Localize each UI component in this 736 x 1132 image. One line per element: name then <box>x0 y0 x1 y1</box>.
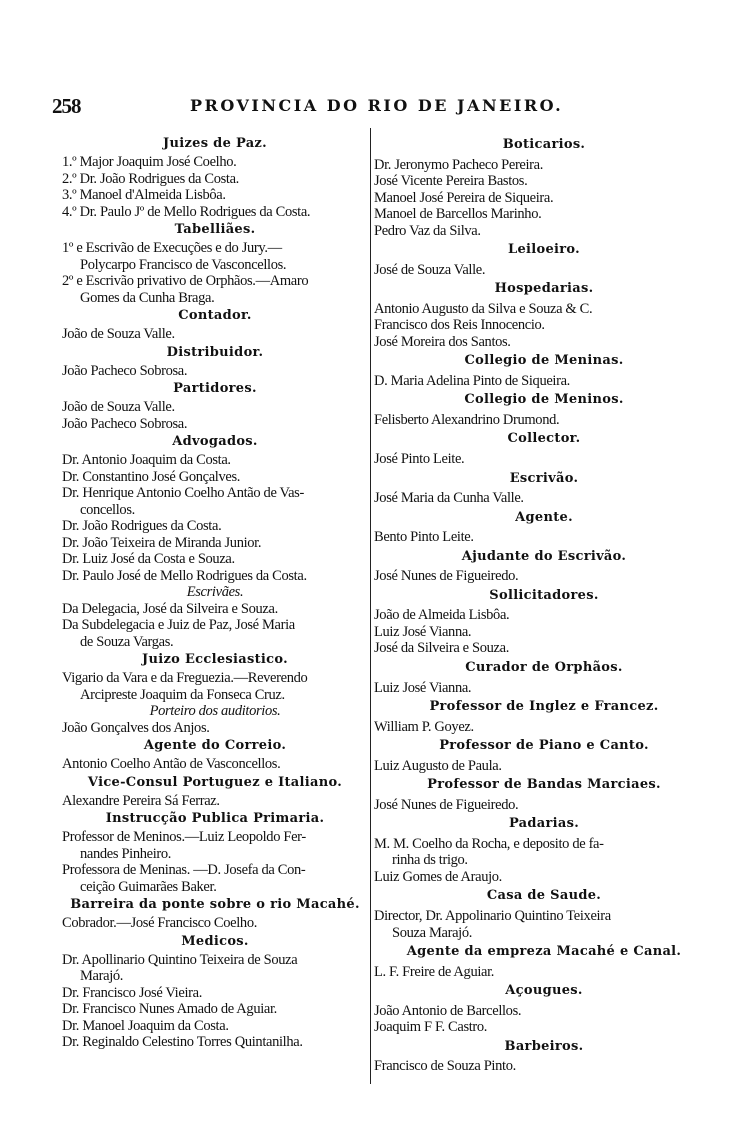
section-heading: Professor de Piano e Canto. <box>439 738 649 754</box>
entry-line: Professora de Meninas. —D. Josefa da Con- <box>62 862 306 878</box>
entry-line: Dr. Reginaldo Celestino Torres Quintanilha. <box>62 1034 303 1050</box>
entry-line: Polycarpo Francisco de Vasconcellos. <box>80 256 287 273</box>
entry-line: João de Souza Valle. <box>62 326 175 342</box>
entry-line: Dr. Paulo José de Mello Rodrigues da Costa. <box>62 567 307 584</box>
entry-line: José Vicente Pereira Bastos. <box>374 173 528 190</box>
section-heading: Agente. <box>515 509 573 525</box>
directory-section <box>374 389 714 428</box>
entry-line: Luiz Gomes de Araujo. <box>374 868 502 885</box>
section-heading: Professor de Bandas Marciaes. <box>427 777 661 793</box>
section-heading: Curador de Orphãos. <box>465 659 623 675</box>
directory-section <box>62 343 368 380</box>
entry-line: João Pacheco Sobrosa. <box>62 415 188 432</box>
section-heading: Sollicitadores. <box>489 587 599 603</box>
section-heading: Advogados. <box>172 434 258 449</box>
directory-section <box>374 980 714 1036</box>
entry-line: Dr. Henrique Antonio Coelho Antão de Vas- <box>62 485 304 501</box>
directory-section <box>62 736 368 773</box>
directory-section <box>374 546 714 585</box>
section-heading: Ajudante do Escrivão. <box>461 548 627 564</box>
entry-line: ceição Guimarães Baker. <box>80 878 217 895</box>
subheading: Escrivães. <box>186 584 244 600</box>
section-heading: Juizo Ecclesiastico. <box>142 652 288 667</box>
directory-section <box>62 306 368 343</box>
directory-section <box>374 696 714 735</box>
section-heading: Boticarios. <box>502 137 586 152</box>
entry-line: José Nunes de Figueiredo. <box>374 568 519 585</box>
entry-line: Pedro Vaz da Silva. <box>374 222 481 239</box>
entry-line: L. F. Freire de Aguiar. <box>374 963 495 980</box>
entry-line: Dr. Francisco Nunes Amado de Aguiar. <box>62 1001 277 1017</box>
entry-line: William P. Goyez. <box>374 718 474 735</box>
directory-section <box>62 773 368 810</box>
directory-section <box>374 585 714 657</box>
directory-section <box>62 134 368 220</box>
directory-section <box>374 1036 714 1075</box>
entry-line: 2.º Dr. João Rodrigues da Costa. <box>62 170 239 187</box>
entry-line: Antonio Augusto da Silva e Souza & C. <box>374 300 593 317</box>
entry-line: 1.º Major Joaquim José Coelho. <box>62 154 237 170</box>
directory-section <box>374 278 714 350</box>
directory-section <box>62 650 368 736</box>
entry-line: 1º e Escrivão de Execuções e do Jury.— <box>62 240 282 256</box>
entry-line: José Moreira dos Santos. <box>374 333 511 350</box>
entry-line: Souza Marajó. <box>392 924 473 941</box>
section-heading: Collector. <box>507 431 581 447</box>
entry-line: José Maria da Cunha Valle. <box>374 490 524 507</box>
entry-line: Luiz José Vianna. <box>374 623 472 640</box>
section-heading: Juizes de Paz. <box>163 136 267 151</box>
entry-line: D. Maria Adelina Pinto de Siqueira. <box>374 372 570 389</box>
section-heading: Barbeiros. <box>504 1038 584 1054</box>
directory-section <box>374 885 714 941</box>
section-heading: Distribuidor. <box>166 344 264 360</box>
subheading: Porteiro dos auditorios. <box>149 703 281 719</box>
section-heading: Vice-Consul Portuguez e Italiano. <box>87 774 343 790</box>
entry-line: nandes Pinheiro. <box>80 845 172 862</box>
entry-line: Da Subdelegacia e Juiz de Paz, José Maria <box>62 617 295 633</box>
running-head: PROVINCIA DO RIO DE JANEIRO. <box>190 96 564 115</box>
section-heading: Instrucção Publica Primaria. <box>105 811 325 826</box>
entry-line: Alexandre Pereira Sá Ferraz. <box>62 792 220 809</box>
entry-line: Joaquim F F. Castro. <box>374 1019 488 1036</box>
column-divider <box>370 128 371 1084</box>
page-number: 258 <box>52 94 81 118</box>
entry-line: João Gonçalves dos Anjos. <box>62 719 210 736</box>
directory-section <box>62 895 368 932</box>
entry-line: 4.º Dr. Paulo Jº de Mello Rodrigues da Costa. <box>62 203 311 220</box>
directory-section <box>374 468 714 507</box>
entry-line: Dr. Francisco José Vieira. <box>62 984 202 1001</box>
section-heading: Contador. <box>178 308 252 323</box>
entry-line: Luiz Augusto de Paula. <box>374 757 502 774</box>
entry-line: Antonio Coelho Antão de Vasconcellos. <box>62 756 281 772</box>
entry-line: 2º e Escrivão privativo de Orphãos.—Amaro <box>62 273 309 289</box>
entry-line: Bento Pinto Leite. <box>374 529 474 546</box>
section-heading: Medicos. <box>181 933 249 949</box>
entry-line: João Antonio de Barcellos. <box>374 1002 522 1019</box>
entry-line: José de Souza Valle. <box>374 261 486 278</box>
entry-line: Francisco de Souza Pinto. <box>374 1058 516 1075</box>
section-heading: Tabelliães. <box>174 222 256 237</box>
section-heading: Leiloeiro. <box>508 242 580 258</box>
directory-section <box>374 350 714 389</box>
directory-section <box>62 932 368 1051</box>
entry-line: Dr. João Teixeira de Miranda Junior. <box>62 534 262 551</box>
entry-line: José Pinto Leite. <box>374 451 465 468</box>
entry-line: concellos. <box>80 501 135 518</box>
entry-line: João de Souza Valle. <box>62 399 175 415</box>
entry-line: Cobrador.—José Francisco Coelho. <box>62 915 257 931</box>
section-heading: Collegio de Meninas. <box>464 353 624 369</box>
entry-line: Luiz José Vianna. <box>374 679 472 696</box>
left-column <box>62 134 368 1051</box>
entry-line: Dr. João Rodrigues da Costa. <box>62 518 222 534</box>
entry-line: José da Silveira e Souza. <box>374 640 510 657</box>
directory-section <box>374 239 714 278</box>
entry-line: 3.º Manoel d'Almeida Lisbôa. <box>62 187 226 203</box>
entry-line: Manoel José Pereira de Siqueira. <box>374 189 554 206</box>
entry-line: de Souza Vargas. <box>80 633 174 650</box>
right-column <box>374 134 714 1075</box>
section-heading: Hospedarias. <box>494 281 594 297</box>
entry-line: Marajó. <box>80 968 124 984</box>
directory-section <box>62 379 368 432</box>
section-heading: Agente da empreza Macahé e Canal. <box>406 944 682 959</box>
section-heading: Collegio de Meninos. <box>464 392 624 408</box>
directory-section <box>374 428 714 467</box>
entry-line: Vigario da Vara e da Freguezia.—Reverendo <box>62 670 308 686</box>
entry-line: João de Almeida Lisbôa. <box>374 607 510 624</box>
directory-section <box>374 735 714 774</box>
entry-line: Dr. Luiz José da Costa e Souza. <box>62 551 235 567</box>
entry-line: João Pacheco Sobrosa. <box>62 362 188 379</box>
directory-section <box>62 220 368 306</box>
entry-line: Felisberto Alexandrino Drumond. <box>374 411 560 428</box>
directory-section <box>374 507 714 546</box>
section-heading: Partidores. <box>173 381 257 396</box>
entry-line: Manoel de Barcellos Marinho. <box>374 206 542 223</box>
directory-section <box>374 657 714 696</box>
entry-line: Dr. Antonio Joaquim da Costa. <box>62 452 231 468</box>
section-heading: Padarias. <box>508 816 580 832</box>
directory-section <box>62 432 368 650</box>
entry-line: M. M. Coelho da Rocha, e deposito de fa- <box>374 835 604 852</box>
entry-line: Director, Dr. Appolinario Quintino Teixeira <box>374 908 611 924</box>
directory-section <box>62 809 368 895</box>
directory-section <box>374 774 714 813</box>
entry-line: Francisco dos Reis Innocencio. <box>374 317 545 334</box>
entry-line: Dr. Jeronymo Pacheco Pereira. <box>374 156 544 173</box>
entry-line: Da Delegacia, José da Silveira e Souza. <box>62 600 278 617</box>
directory-section <box>374 134 714 239</box>
directory-section <box>374 941 714 980</box>
entry-line: Dr. Manoel Joaquim da Costa. <box>62 1017 229 1034</box>
section-heading: Professor de Inglez e Francez. <box>429 699 659 715</box>
directory-section <box>374 813 714 885</box>
entry-line: Dr. Constantino José Gonçalves. <box>62 468 241 485</box>
section-heading: Agente do Correio. <box>143 738 287 753</box>
section-heading: Escrivão. <box>509 470 579 486</box>
entry-line: Arcipreste Joaquim da Fonseca Cruz. <box>80 686 285 703</box>
entry-line: Dr. Apollinario Quintino Teixeira de Souza <box>62 951 298 968</box>
section-heading: Açougues. <box>505 983 583 999</box>
section-heading: Casa de Saude. <box>486 888 602 904</box>
section-heading: Barreira da ponte sobre o rio Macahé. <box>70 897 360 912</box>
entry-line: Gomes da Cunha Braga. <box>80 289 215 306</box>
entry-line: rinha ds trigo. <box>392 852 468 869</box>
entry-line: Professor de Meninos.—Luiz Leopoldo Fer- <box>62 829 306 845</box>
entry-line: José Nunes de Figueiredo. <box>374 796 519 813</box>
